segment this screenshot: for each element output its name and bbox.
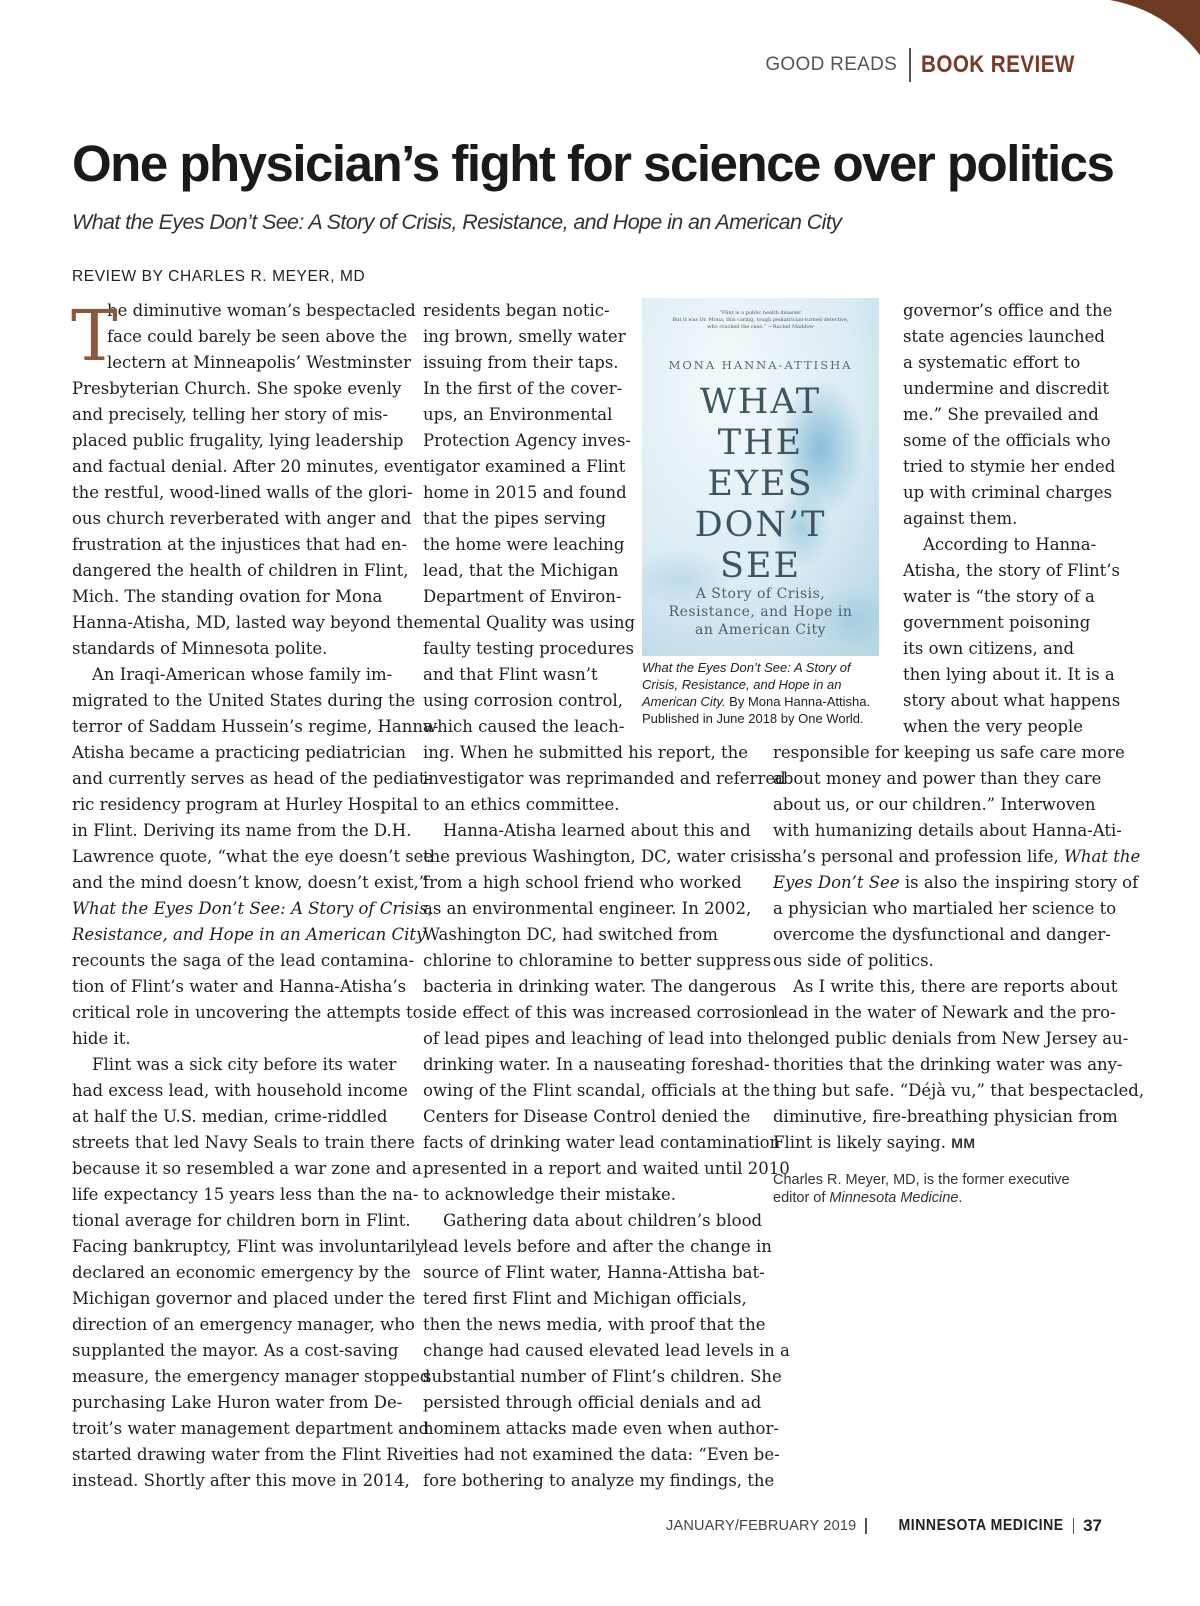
author-bio [773,1171,1113,1207]
page-footer [666,1516,1102,1536]
text-line: then lying about it. It is a [903,665,1115,684]
text-line: facts of drinking water lead contamination [423,1133,781,1152]
text-line: tigator examined a Flint [423,457,626,476]
text-line: and precisely, telling her story of mis- [72,405,389,424]
text-line: tional average for children born in Flint. [72,1211,411,1230]
text-line: Hanna-Atisha learned about this and [443,821,751,840]
magazine-name-italic: Minnesota Medicine [829,1190,959,1206]
section-header [765,48,1100,82]
text-line: side effect of this was increased corrosion [423,1003,776,1022]
text-line: lectern at Minneapolis’ Westminster [107,353,411,372]
text-line: standards of Minnesota polite. [72,639,328,658]
title-line: SEE [719,546,802,586]
text-line: lead, that the Michigan [423,561,619,580]
end-mark: MM [951,1135,976,1151]
article-subtitle: What the Eyes Don’t See: A Story of Crisis, Resistance, and Hope in an American City [72,210,842,234]
text-line: Michigan governor and placed under the [72,1289,416,1308]
book-title-italic: What the [1063,847,1141,866]
text-line: substantial number of Flint’s children. She [423,1367,782,1386]
text-line: at half the U.S. median, crime-riddled [72,1107,388,1126]
text-line: hominem attacks made even when author- [423,1419,779,1438]
subtitle-line: A Story of Crisis, [695,586,826,602]
article-column-1 [71,295,439,1494]
text-line: drinking water. In a nauseating foreshad- [423,1055,770,1074]
caption-text: By Mona Hanna-Attisha. [725,694,871,709]
text-line: persisted through official denials and ad [423,1393,762,1412]
text-line: chlorine to chloramine to better suppress [423,951,772,970]
text-line: Atisha, the story of Flint’s [903,561,1120,580]
text-line: streets that led Navy Seals to train there [72,1133,415,1152]
quote-line: “Flint is a public health disaster. [719,310,802,316]
text-line: using corrosion control, [423,691,624,710]
text-line: the home were leaching [423,535,625,554]
text-line: life expectancy 15 years less than the na- [72,1185,419,1204]
text-line: face could barely be seen above the [107,327,408,346]
text-line: change had caused elevated lead levels in a [423,1341,790,1360]
text-line: Centers for Disease Control denied the [423,1107,751,1126]
text-line: measure, the emergency manager stopped [72,1367,431,1386]
text-line: fore bothering to analyze my findings, the [423,1471,775,1490]
text-line: against them. [903,509,1018,528]
text-line: state agencies launched [903,327,1105,346]
text-line: Gathering data about children’s blood [443,1211,763,1230]
text-line: and factual denial. After 20 minutes, even [72,457,424,476]
caption-line: What the Eyes Don’t See: A Story of [642,660,851,675]
text-line: mental Quality was using [423,613,636,632]
text-line: government poisoning [903,613,1091,632]
text-line: lead levels before and after the change in [423,1237,772,1256]
text-line: critical role in uncovering the attempts to [72,1003,423,1022]
byline: REVIEW BY CHARLES R. MEYER, MD [72,268,366,285]
text-line: thing but safe. “Déjà vu,” that bespectacled, [773,1081,1145,1100]
text-line: Washington DC, had switched from [423,925,718,944]
text-line: some of the officials who [903,431,1111,450]
text-line: ric residency program at Hurley Hospital [72,795,418,814]
text-line: tered first Flint and Michigan officials, [423,1289,747,1308]
text-line: purchasing Lake Huron water from De- [72,1393,403,1412]
text-line: the restful, wood-lined walls of the glori- [72,483,413,502]
text-line: hide it. [72,1029,131,1048]
text-line: residents began notic- [423,301,610,320]
text-line: from a high school friend who worked [423,873,742,892]
text-line: According to Hanna- [923,535,1097,554]
text-line: An Iraqi-American whose family im- [92,665,393,684]
text-line: he diminutive woman’s bespectacled [107,301,416,320]
text-line: story about what happens [903,691,1121,710]
text-line: Mich. The standing ovation for Mona [72,587,383,606]
title-line: EYES [707,464,814,504]
text-line: presented in a report and waited until 2010 [423,1159,790,1178]
text-line: source of Flint water, Hanna-Attisha bat- [423,1263,765,1282]
text-line: troit’s water management department and [72,1419,430,1438]
text-span: is also the inspiring story of [904,873,1139,892]
text-line: up with criminal charges [903,483,1113,502]
text-line: about us, or our children.” Interwoven [773,795,1096,814]
title-line: THE [717,423,804,463]
text-line [773,844,1141,870]
text-line: bacteria in drinking water. The dangerous [423,977,777,996]
book-title-italic: Eyes Don’t See [773,873,900,892]
text-line: thorities that the drinking water was any- [773,1055,1123,1074]
text-line: ities had not examined the data: “Even be- [423,1445,780,1464]
text-line: to an ethics committee. [423,795,620,814]
footer-divider [1073,1518,1075,1534]
bio-text: . [958,1190,963,1206]
text-line: ous church reverberated with anger and [72,509,412,528]
text-line: recounts the saga of the lead contamina- [72,951,415,970]
text-line: instead. Shortly after this move in 2014, [72,1471,410,1490]
text-line: faulty testing procedures [423,639,634,658]
text-line: because it so resembled a war zone and a [72,1159,422,1178]
subtitle-line: Resistance, and Hope in [668,604,853,620]
text-line: undermine and discredit [903,379,1109,398]
text-line: as an environmental engineer. In 2002, [423,899,752,918]
category-label: BOOK REVIEW [921,51,1075,78]
title-line: WHAT [699,382,822,422]
section-label: GOOD READS [765,54,898,75]
text-line: issuing from their taps. [423,353,619,372]
text-line: when the very people [903,717,1084,736]
text-line: longed public denials from New Jersey au- [773,1029,1129,1048]
text-line: started drawing water from the Flint River [72,1445,431,1464]
text-line: Presbyterian Church. She spoke evenly [72,379,402,398]
text-line: declared an economic emergency by the [72,1263,411,1282]
text-line: Hanna-Atisha, MD, lasted way beyond the [72,613,424,632]
text-line: ing. When he submitted his report, the [423,743,749,762]
text-line: terror of Saddam Hussein’s regime, Hanna- [72,717,439,736]
text-line: In the first of the cover- [423,379,623,398]
text-line: to acknowledge their mistake. [423,1185,677,1204]
text-line: ous side of politics. [773,951,934,970]
text-line: Atisha became a practicing pediatrician [72,743,407,762]
text-line: overcome the dysfunctional and danger- [773,925,1111,944]
caption-line [642,693,892,710]
text-line: Department of Environ- [423,587,622,606]
text-line: dangered the health of children in Flint, [72,561,409,580]
text-line: then the news media, with proof that the [423,1315,766,1334]
page-number: 37 [1083,1516,1102,1535]
caption-line: Published in June 2018 by One World. [642,711,864,726]
text-line: its own citizens, and [903,639,1075,658]
bio-line: Charles R. Meyer, MD, is the former executive [773,1172,1070,1188]
text-line: frustration at the injustices that had en- [72,535,408,554]
text-line: which caused the leach- [423,717,625,736]
text-line: Protection Agency inves- [423,431,631,450]
book-cover-subtitle [642,585,879,639]
text-line: What the Eyes Don’t See: A Story of Crisis, [72,899,433,918]
text-line: responsible for keeping us safe care more [773,743,1125,762]
cover-caption [642,659,892,727]
text-line: Resistance, and Hope in an American City [72,925,426,944]
text-line: in Flint. Deriving its name from the D.H. [72,821,412,840]
article-headline: One physician’s fight for science over politics [72,135,1114,192]
text-line: supplanted the mayor. As a cost-saving [72,1341,399,1360]
text-line: tried to stymie her ended [903,457,1116,476]
text-line: a physician who martialed her science to [773,899,1117,918]
quote-line: who cracked the case.” —Rachel Maddow [707,324,814,330]
text-line: governor’s office and the [903,301,1113,320]
text-line [773,1130,1109,1156]
text-line: had excess lead, with household income [72,1081,408,1100]
text-line: placed public frugality, lying leadership [72,431,404,450]
text-line: about money and power than they care [773,769,1102,788]
text-line: As I write this, there are reports about [793,977,1118,996]
text-line: Flint was a sick city before its water [92,1055,397,1074]
caption-italic: American City. [642,694,726,709]
book-cover-quote [642,310,879,331]
magazine-name: MINNESOTA MEDICINE [898,1517,1064,1534]
text-line: me.” She prevailed and [903,405,1099,424]
text-line: investigator was reprimanded and referred [423,769,786,788]
text-line: and the mind doesn’t know, doesn’t exist,” [72,873,428,892]
issue-date: JANUARY/FEBRUARY 2019 [666,1518,857,1534]
text-span: Flint is likely saying. [773,1133,946,1152]
text-line: migrated to the United States during the [72,691,416,710]
title-line: DON’T [694,505,827,545]
text-span: sha’s personal and profession life, [773,847,1059,866]
book-cover-title [642,382,879,587]
text-line: the previous Washington, DC, water crisis [423,847,775,866]
footer-divider [865,1518,867,1534]
caption-line: Crisis, Resistance, and Hope in an [642,677,842,692]
bio-line [773,1189,1113,1207]
text-line: a systematic effort to [903,353,1081,372]
text-line: ing brown, smelly water [423,327,626,346]
subtitle-line: an American City [694,622,827,638]
book-cover [642,298,879,656]
text-line: lead in the water of Newark and the pro- [773,1003,1116,1022]
book-cover-author: MONA HANNA-ATTISHA [668,358,853,372]
text-line: that the pipes serving [423,509,607,528]
text-line: Lawrence quote, “what the eye doesn’t see [72,847,434,866]
text-line: diminutive, fire-breathing physician from [773,1107,1118,1126]
text-line: of lead pipes and leaching of lead into the [423,1029,775,1048]
text-line: Facing bankruptcy, Flint was involuntarily [72,1237,425,1256]
text-line: home in 2015 and found [423,483,627,502]
bio-text: editor of [773,1190,830,1206]
section-divider [909,48,911,82]
text-line [773,870,1139,896]
text-line: direction of an emergency manager, who [72,1315,415,1334]
text-line: and that Flint wasn’t [423,665,598,684]
text-line: water is “the story of a [903,587,1095,606]
text-line: and currently serves as head of the pediat- [72,769,432,788]
text-line: owing of the Flint scandal, officials at the [423,1081,771,1100]
text-line: with humanizing details about Hanna-Ati- [773,821,1122,840]
text-line: ups, an Environmental [423,405,613,424]
quote-line: But it was Dr. Mona, this caring, tough pediatrician-turned detective, [672,317,849,323]
text-line: tion of Flint’s water and Hanna-Atisha’s [72,977,407,996]
drop-cap: T [71,295,118,377]
